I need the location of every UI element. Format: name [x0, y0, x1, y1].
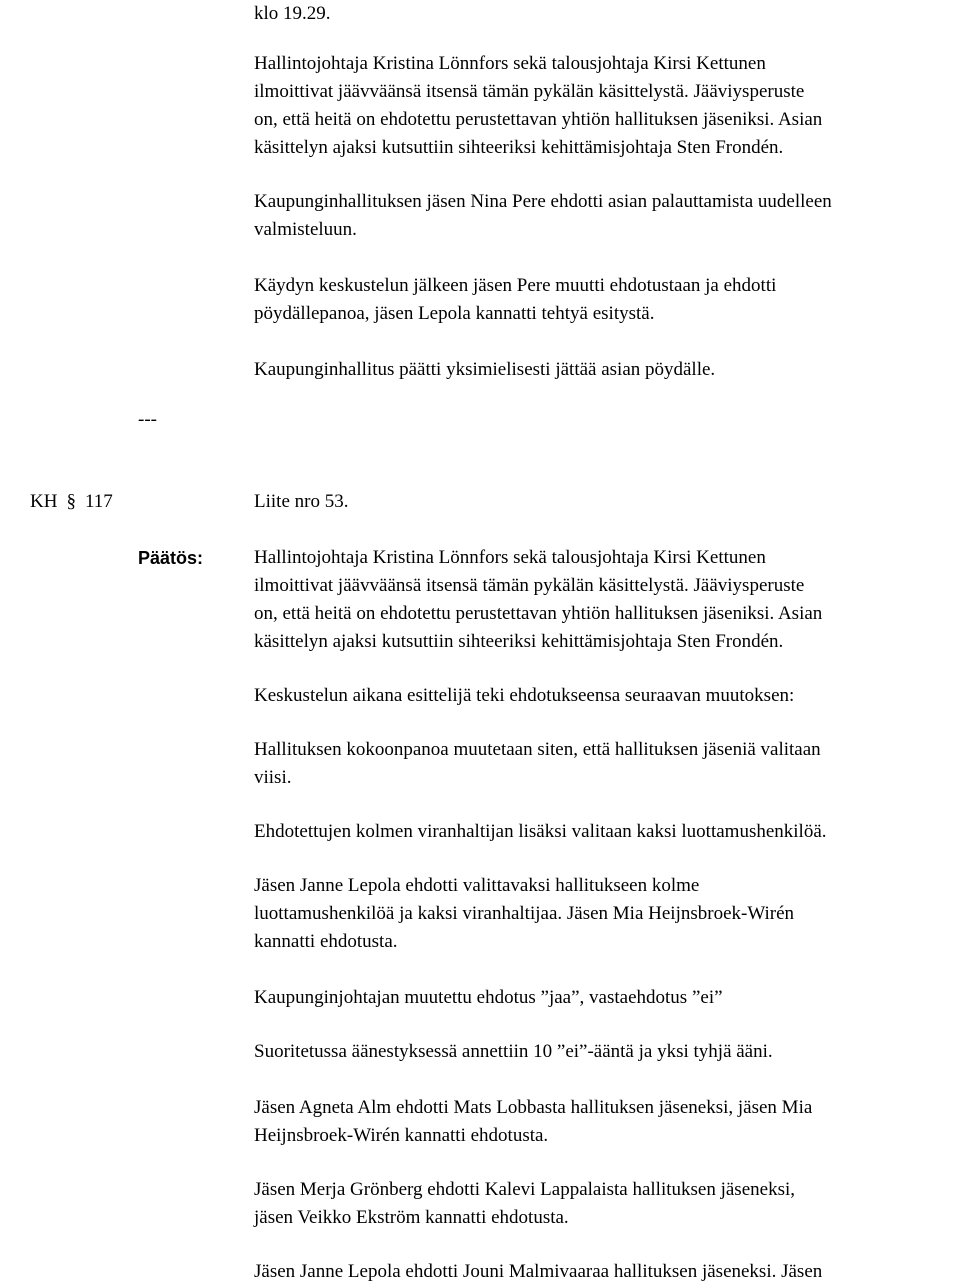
text-line: käsittelyn ajaksi kutsuttiin sihteeriksi kehittämisjohtaja Sten Frondén. — [254, 631, 784, 652]
section-code: KH — [30, 491, 58, 512]
text-line: Jäsen Merja Grönberg ehdotti Kalevi Lappalaista hallituksen jäseneksi, — [254, 1179, 795, 1200]
text-line: viisi. — [254, 767, 292, 788]
section-id: 117 — [84, 491, 113, 512]
paragraph-sign: § — [66, 491, 76, 512]
decision-paragraph-lepola-malmivaara — [254, 1258, 959, 1286]
paragraph-tabling-proposal — [254, 272, 959, 328]
text-line: on, että heitä on ehdotettu perustettavan yhtiön hallituksen jäseniksi. Asian — [254, 603, 823, 624]
text-line: Keskustelun aikana esittelijä teki ehdotukseensa seuraavan muutoksen: — [254, 685, 795, 706]
section-header — [0, 488, 960, 518]
text-line: Kaupunginhallituksen jäsen Nina Pere ehdotti asian palauttamista uudelleen — [254, 191, 832, 212]
text-line: Jäsen Janne Lepola ehdotti Jouni Malmivaaraa hallituksen jäseneksi. Jäsen — [254, 1261, 823, 1282]
text-line: ilmoittivat jäävväänsä itsensä tämän pykälän käsittelystä. Jääviysperuste — [254, 81, 805, 102]
text-line: Jäsen Janne Lepola ehdotti valittavaksi hallitukseen kolme — [254, 875, 700, 896]
text-line: jäsen Veikko Ekström kannatti ehdotusta. — [254, 1207, 569, 1228]
paragraph-return-proposal — [254, 188, 959, 244]
text-line: Kaupunginhallitus päätti yksimielisesti jättää asian pöydälle. — [254, 359, 716, 380]
text-line: Hallintojohtaja Kristina Lönnfors sekä talousjohtaja Kirsi Kettunen — [254, 547, 766, 568]
decision-paragraph-amendment — [254, 682, 959, 710]
text-line: Hallituksen kokoonpanoa muutetaan siten, että hallituksen jäseniä valitaan — [254, 739, 821, 760]
decision-paragraph-vote-result — [254, 1038, 959, 1066]
text-line: käsittelyn ajaksi kutsuttiin sihteeriksi kehittämisjohtaja Sten Frondén. — [254, 137, 784, 158]
decision-paragraph-vote-setup — [254, 984, 959, 1012]
section-number — [30, 488, 113, 516]
text-line: Ehdotettujen kolmen viranhaltijan lisäksi valitaan kaksi luottamushenkilöä. — [254, 821, 827, 842]
meeting-time: klo 19.29. — [254, 3, 331, 24]
text-line: ilmoittivat jäävväänsä itsensä tämän pykälän käsittelystä. Jääviysperuste — [254, 575, 805, 596]
attachment-reference: Liite nro 53. — [254, 491, 349, 512]
decision-label: Päätös: — [138, 548, 204, 568]
text-line: valmisteluun. — [254, 219, 357, 240]
text-line: Kaupunginjohtajan muutettu ehdotus ”jaa”, vastaehdotus ”ei” — [254, 987, 723, 1008]
decision-paragraph-board-size — [254, 736, 959, 792]
decision-paragraph-gronberg-proposal — [254, 1176, 959, 1232]
text-line: kannatti ehdotusta. — [254, 931, 398, 952]
text-line: luottamushenkilöä ja kaksi viranhaltijaa. Jäsen Mia Heijnsbroek-Wirén — [254, 903, 795, 924]
separator: --- — [138, 409, 157, 430]
decision-paragraph-lepola-proposal — [254, 872, 959, 956]
text-line: Jäsen Agneta Alm ehdotti Mats Lobbasta hallituksen jäseneksi, jäsen Mia — [254, 1097, 813, 1118]
paragraph-disqualification — [254, 50, 959, 162]
text-line: Suoritetussa äänestyksessä annettiin 10 ”ei”-ääntä ja yksi tyhjä ääni. — [254, 1041, 773, 1062]
decision-paragraph-trustees — [254, 818, 959, 846]
text-line: on, että heitä on ehdotettu perustettavan yhtiön hallituksen jäseniksi. Asian — [254, 109, 823, 130]
paragraph-board-decision — [254, 356, 959, 384]
text-line: Heijnsbroek-Wirén kannatti ehdotusta. — [254, 1125, 549, 1146]
decision-paragraph-disqualification — [254, 544, 959, 656]
text-line: pöydällepanoa, jäsen Lepola kannatti tehtyä esitystä. — [254, 303, 655, 324]
text-line: Käydyn keskustelun jälkeen jäsen Pere muutti ehdotustaan ja ehdotti — [254, 275, 777, 296]
decision-paragraph-alm-proposal — [254, 1094, 959, 1150]
text-line: Hallintojohtaja Kristina Lönnfors sekä talousjohtaja Kirsi Kettunen — [254, 53, 766, 74]
